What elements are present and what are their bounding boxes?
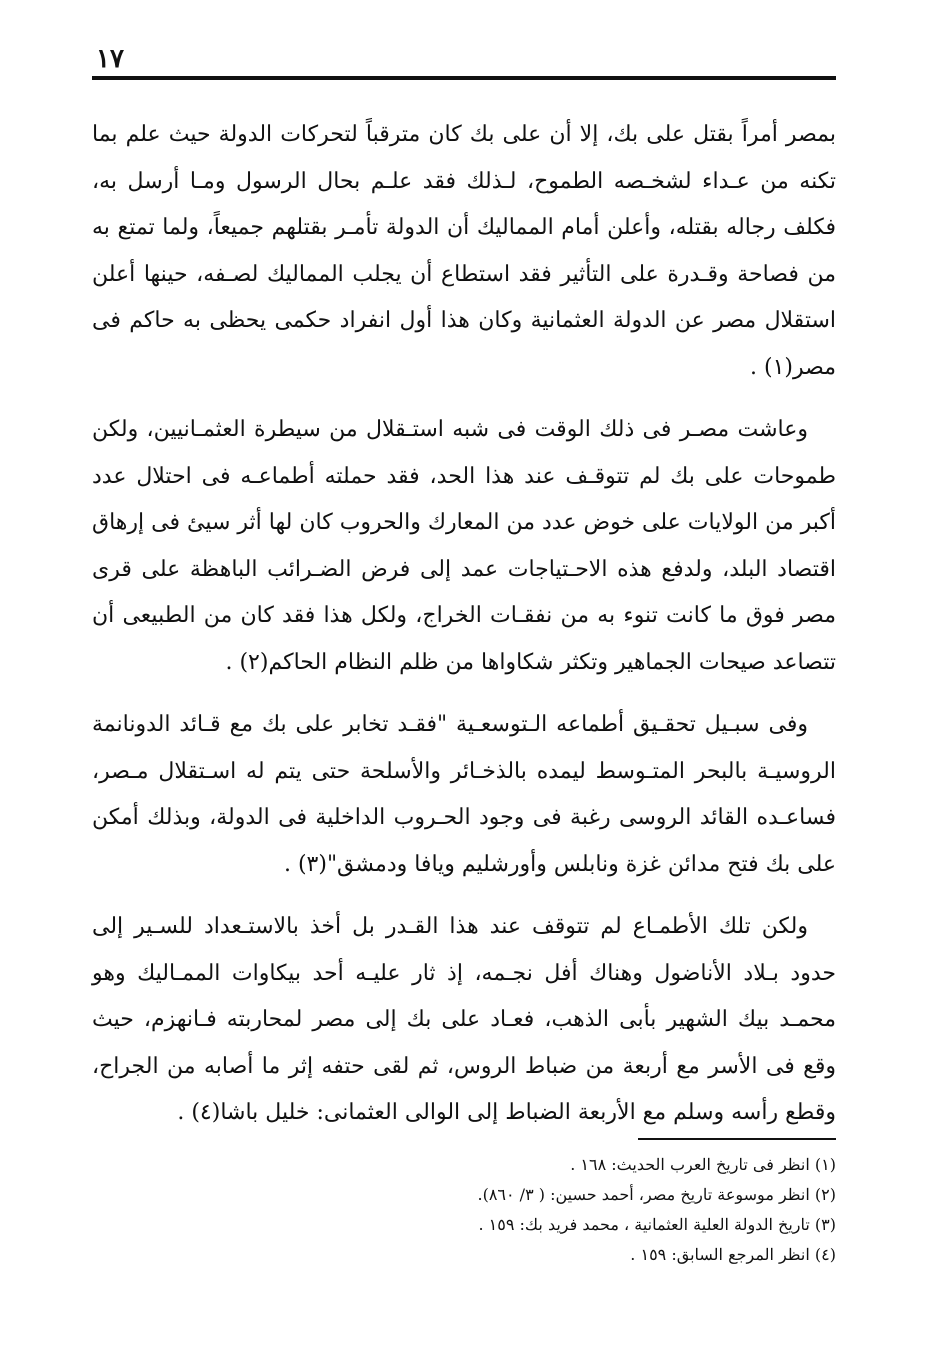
- body-text: [92, 112, 836, 1153]
- paragraph-2: وعاشت مصـر فى ذلك الوقت فى شبه استـقلال من سيطرة العثمـانيين، ولكن طموحات على بك لم تتوقـف عند هذا الحد، فقد حملته أطماعـه فى احتلال عدد أكبر من الولايات على خوض عدد من المعارك والحروب كان لها أثر سيئ فى إرهاق اقتصاد البلد، ولدفع هذه الاحـتياجات عمد إلى فرض الضـرائب الباهظة على قرى مصر فوق ما كانت تنوء به من نفقـات الخراج، ولكل هذا فقد كان من الطبيعى أن تتصاعد صيحات الجماهير وتكثر شكاواها من ظلم النظام الحاكم(٢) .: [92, 417, 836, 675]
- footnote-rule: [638, 1138, 836, 1140]
- paragraph-4: ولكن تلك الأطمـاع لم تتوقف عند هذا القـدر بل أخذ بالاستـعداد للسـير إلى حدود بـلاد الأناضول وهناك أفل نجـمه، إذ ثار عليـه أحد بيكاوات الممـاليك وهو محمـد بيك الشهير بأبى الذهب، فعـاد على بك إلى مصر لمحاربته فـانهزم، حيث وقع فى الأسر مع أربعة من ضباط الروس، ثم لقى حتفه إثر ما أصابه من الجراح، وقطع رأسه وسلم مع الأربعة الضباط إلى الوالى العثمانى: خليل باشا(٤) .: [92, 914, 836, 1125]
- footnote-1: (١) انظر فى تاريخ العرب الحديث: ١٦٨ .: [570, 1155, 836, 1174]
- paragraph-1: بمصر أمراً بقتل على بك، إلا أن على بك كان مترقباً لتحركات الدولة حيث علم بما تكنه من عـداء لشخـصه الطموح، لـذلك فقد علـم بحال الرسول ومـا أرسل به، فكلف رجاله بقتله، وأعلن أمام المماليك أن الدولة تأمـر بقتلهم جميعاً، ولما تمتع به من فصاحة وقـدرة على التأثير فقد استطاع أن يجلب المماليك لصـفه، حينها أعلن استقلال مصر عن الدولة العثمانية وكان هذا أول انفراد حكمى يحظى به حاكم فى مصر(١) .: [92, 122, 836, 380]
- footnote-3: (٣) تاريخ الدولة العلية العثمانية ، محمد فريد بك: ١٥٩ .: [478, 1215, 836, 1234]
- header-rule: [92, 76, 836, 80]
- page-number: ١٧: [96, 44, 124, 74]
- footnote-2: (٢) انظر موسوعة تاريخ مصر، أحمد حسين: ( ٣/ ٨٦٠).: [477, 1185, 836, 1204]
- paragraph-3: وفى سبـيل تحقـيق أطماعه الـتوسعـية "فقـد تخابر على بك مع قـائد الدونانمة الروسيـة بالبحر المتـوسط ليمده بالذخـائر والأسلحة حتى يتم له اسـتقلال مـصر، فساعـده القائد الروسى رغبة فى وجود الحـروب الداخلية فى الدولة، وبذلك أمكن على بك فتح مدائن غزة ونابلس وأورشليم ويافا ودمشق"(٣) .: [92, 712, 836, 877]
- footnote-4: (٤) انظر المرجع السابق: ١٥٩ .: [630, 1245, 836, 1264]
- footnotes: [92, 1150, 836, 1270]
